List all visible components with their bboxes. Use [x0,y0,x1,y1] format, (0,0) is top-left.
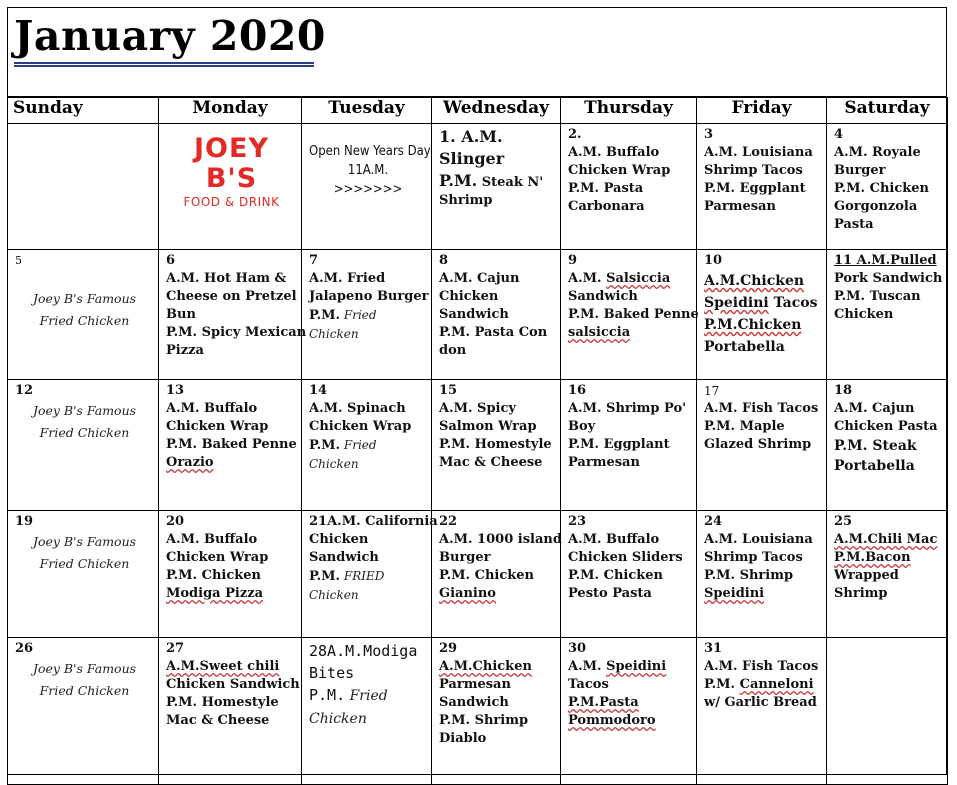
menu-line: Chicken [309,711,367,727]
day-cell-21 [302,511,438,638]
new-years-time: 11A.M. [347,163,389,178]
menu-line: Sandwich [439,307,509,322]
menu-line: A.M. Cajun [834,401,915,416]
day-header-thursday: Thursday [561,98,697,124]
menu-line: Mac & Cheese [439,455,543,470]
new-years-arrows: >>>>>>> [333,182,403,197]
menu-line: P.M. Maple [704,419,785,434]
day-cell-empty [827,638,948,785]
menu-line: Chicken [439,289,499,304]
menu-line: Chicken [309,532,369,547]
day-number: 3 [704,127,714,142]
menu-line: Burger [834,163,886,178]
menu-line: A.M. Buffalo [166,532,258,547]
sunday-special-line: Joey B's Famous [32,403,137,418]
new-years-note [309,142,431,199]
day-cell-1 [432,124,561,250]
day-cell-30 [561,638,697,785]
menu-line: A.M. Spinach [309,401,406,416]
menu-line: Slinger [439,149,505,168]
menu-line: Chicken [309,457,359,471]
menu-line: A.M. Cajun [439,271,520,286]
menu-line: Diablo [439,731,487,746]
menu-line: Portabella [834,458,915,474]
menu-line: A.M. Fried [309,271,386,286]
menu-line: Sandwich [439,695,509,710]
day-number: 19 [15,514,34,529]
title-underline [14,62,314,67]
weekday-header-row [8,98,948,124]
day-number: 10 [704,253,723,268]
menu-line: P.M. Chicken [166,568,261,583]
day-number: 9 [568,253,578,268]
menu-line: Wrapped [834,568,899,583]
menu-line: don [439,343,467,358]
menu-line: P.M. Tuscan [834,289,921,304]
menu-line: P.M.Chicken [704,317,802,333]
menu-line: P.M. Eggplant [568,437,670,452]
menu-line: P.M. Chicken [439,568,534,583]
day-cell-new-years [302,124,432,250]
menu-line: Chicken Sandwich [166,677,300,692]
week-row-3 [8,380,948,511]
menu-line: Shrimp Tacos [704,163,803,178]
menu-line: Pizza [166,343,204,358]
day-number: 22 [439,514,458,529]
menu-line: A.M. Spicy [439,401,516,416]
sunday-special-line: Fried Chicken [39,556,130,571]
day-number: 15 [439,383,458,398]
menu-line: A.M. Louisiana [704,145,813,160]
sunday-special [15,658,154,702]
day-header-wednesday: Wednesday [432,98,561,124]
day-cell-31 [697,638,827,785]
menu-line: P.M. Homestyle [439,437,552,452]
menu-line: Jalapeno Burger [309,289,429,304]
day-number: 7 [309,253,319,268]
menu-line: P.M. FRIED [309,569,385,584]
menu-line: P.M. Steak [834,438,917,454]
menu-line: A.M. Speidini [568,659,667,674]
day-cell-25 [827,511,948,638]
sunday-special [15,288,154,332]
menu-line: P.M. Baked Penne [166,437,297,452]
menu-line: Bites [309,664,355,682]
menu-line: Modiga Pizza [166,586,264,601]
menu-line: 11 A.M.Pulled [834,253,937,268]
menu-line: A.M. Shrimp Po' [568,401,687,416]
menu-line: P.M. Canneloni [704,677,814,692]
menu-line: Gorgonzola [834,199,918,214]
week-row-1 [8,124,948,250]
day-number: 14 [309,383,328,398]
sunday-special-line: Fried Chicken [39,425,130,440]
menu-line: P.M. Eggplant [704,181,806,196]
new-years-line: Open New Years Day [309,144,431,159]
sunday-special-line: Joey B's Famous [32,534,137,549]
menu-line: Shrimp [439,193,493,208]
menu-line: A.M. Royale [834,145,921,160]
day-number: 18 [834,383,853,398]
menu-line: Sandwich [568,289,638,304]
day-header-sunday: Sunday [8,98,159,124]
menu-line: Chicken Wrap [166,550,269,565]
menu-line: Shrimp [834,586,888,601]
day-cell-29 [432,638,561,785]
menu-line: Gianino [439,586,496,601]
menu-line: A.M.Sweet chili [166,659,280,674]
menu-line: A.M. Buffalo [568,145,660,160]
day-number: 17 [704,384,720,398]
calendar-grid [7,97,948,785]
day-cell-16 [561,380,697,511]
menu-line: w/ Garlic Bread [704,695,817,710]
week-row-5 [8,638,948,785]
menu-line: Boy [568,419,596,434]
day-header-monday: Monday [159,98,302,124]
menu-line: P.M. Chicken [568,568,663,583]
menu-line: A.M. Buffalo [568,532,660,547]
menu-line: A.M. Hot Ham & [166,271,287,286]
day-number: 8 [439,253,449,268]
day-cell-13 [159,380,302,511]
day-cell-23 [561,511,697,638]
menu-line: Mac & Cheese [166,713,270,728]
menu-line: P.M. Shrimp [704,568,794,583]
day-cell-11 [827,250,948,380]
menu-line: A.M. Fish Tacos [704,659,819,674]
menu-line: Pasta [834,217,874,232]
menu-line: Speidini [704,586,765,601]
day-cell-14 [302,380,432,511]
page-title: January 2020 [14,12,326,60]
menu-line: Chicken Wrap [309,419,412,434]
menu-line: P.M. Steak N' [439,171,544,190]
menu-line: Parmesan [568,455,640,470]
day-cell-8 [432,250,561,380]
menu-line: Pesto Pasta [568,586,652,601]
day-number: 24 [704,514,723,529]
menu-line: Tacos [568,677,609,692]
menu-line: Salmon Wrap [439,419,537,434]
menu-line: A.M.Chicken [439,659,532,674]
menu-line: P.M. Chicken [834,181,929,196]
menu-line: P.M. Shrimp [439,713,529,728]
menu-line: 1. A.M. [439,127,503,146]
menu-line: Parmesan [439,677,511,692]
day-cell-empty [8,124,159,250]
day-number: 30 [568,641,587,656]
day-number: 27 [166,641,185,656]
logo-name: JOEY B'S [194,133,269,194]
menu-line: Parmesan [704,199,776,214]
day-number: 31 [704,641,723,656]
day-cell-28 [302,638,432,785]
day-cell-20 [159,511,302,638]
menu-line: Shrimp Tacos [704,550,803,565]
menu-line: P.M. Fried [309,308,377,323]
calendar-page [7,7,947,775]
menu-line: A.M.Chicken [704,273,805,289]
menu-line: Chicken [309,327,359,341]
day-number: 13 [166,383,185,398]
day-cell-15 [432,380,561,511]
day-cell-19 [8,511,159,638]
logo-subtitle: FOOD & DRINK [183,195,280,209]
day-cell-3 [697,124,827,250]
menu-line: Sandwich [309,550,379,565]
day-cell-26 [8,638,159,785]
menu-line: A.M. Fish Tacos [704,401,819,416]
menu-line: A.M.Chili Mac [834,532,938,547]
day-number: 12 [15,383,34,398]
day-cell-22 [432,511,561,638]
menu-line: Chicken Wrap [568,163,671,178]
day-cell-27 [159,638,302,785]
day-header-tuesday: Tuesday [302,98,432,124]
day-cell-6 [159,250,307,380]
menu-line: Carbonara [568,199,645,214]
menu-line: P.M. Baked Penne [568,307,699,322]
menu-line: Speidini Tacos [704,295,818,311]
menu-line: P.M. Fried [309,686,388,704]
menu-line: Bun [166,307,196,322]
menu-line: Chicken [834,307,894,322]
joey-bs-logo [166,134,297,210]
day-header-friday: Friday [697,98,827,124]
day-cell-7 [302,250,432,380]
menu-line: Chicken Sliders [568,550,683,565]
menu-line: Burger [439,550,491,565]
sunday-special-line: Joey B's Famous [32,291,137,306]
day-number: 20 [166,514,185,529]
sunday-special-line: Fried Chicken [39,313,130,328]
sunday-special-line: Fried Chicken [39,683,130,698]
day-number: 4 [834,127,844,142]
menu-line: P.M. Pasta [568,181,644,196]
menu-line: Portabella [704,339,785,355]
menu-line: A.M. Salsiccia [568,271,671,286]
day-cell-18 [827,380,948,511]
menu-line: P.M.Pasta [568,695,639,710]
menu-line: salsiccia [568,325,631,340]
title-row [8,8,946,97]
menu-line: Pork Sandwich [834,271,943,286]
day-cell-logo [159,124,302,250]
day-cell-24 [697,511,827,638]
menu-line: A.M. 1000 island [439,532,562,547]
day-cell-9 [561,250,697,380]
day-cell-2 [561,124,697,250]
menu-line: Chicken Pasta [834,419,938,434]
sunday-special [15,400,154,444]
menu-line: A.M. Louisiana [704,532,813,547]
menu-line: P.M.Bacon [834,550,911,565]
day-number: 23 [568,514,587,529]
menu-line: P.M. Spicy Mexican [166,325,307,340]
day-number: 16 [568,383,587,398]
day-cell-17 [697,380,827,511]
sunday-special [15,531,154,575]
week-row-2 [8,250,948,380]
day-cell-5 [8,250,159,380]
day-number: 25 [834,514,853,529]
menu-line: Chicken Wrap [166,419,269,434]
menu-line: Chicken [309,588,359,602]
day-number: 29 [439,641,458,656]
menu-line: Glazed Shrimp [704,437,812,452]
menu-line: 28A.M.Modiga [309,642,418,660]
sunday-special-line: Joey B's Famous [32,661,137,676]
menu-line: P.M. Pasta Con [439,325,548,340]
menu-line: Cheese on Pretzel [166,289,297,304]
day-number: 26 [15,641,34,656]
menu-line: P.M. Homestyle [166,695,279,710]
day-cell-12 [8,380,159,511]
menu-line: Pommodoro [568,713,656,728]
day-header-saturday: Saturday [827,98,948,124]
day-number: 6 [166,253,176,268]
menu-line: Orazio [166,455,214,470]
menu-line: A.M. Buffalo [166,401,258,416]
day-number: 5 [15,254,22,267]
menu-line: 21A.M. California [309,514,438,529]
day-cell-10 [697,250,827,380]
week-row-4 [8,511,948,638]
menu-line: P.M. Fried [309,438,377,453]
day-number: 2. [568,127,582,142]
day-cell-4 [827,124,948,250]
